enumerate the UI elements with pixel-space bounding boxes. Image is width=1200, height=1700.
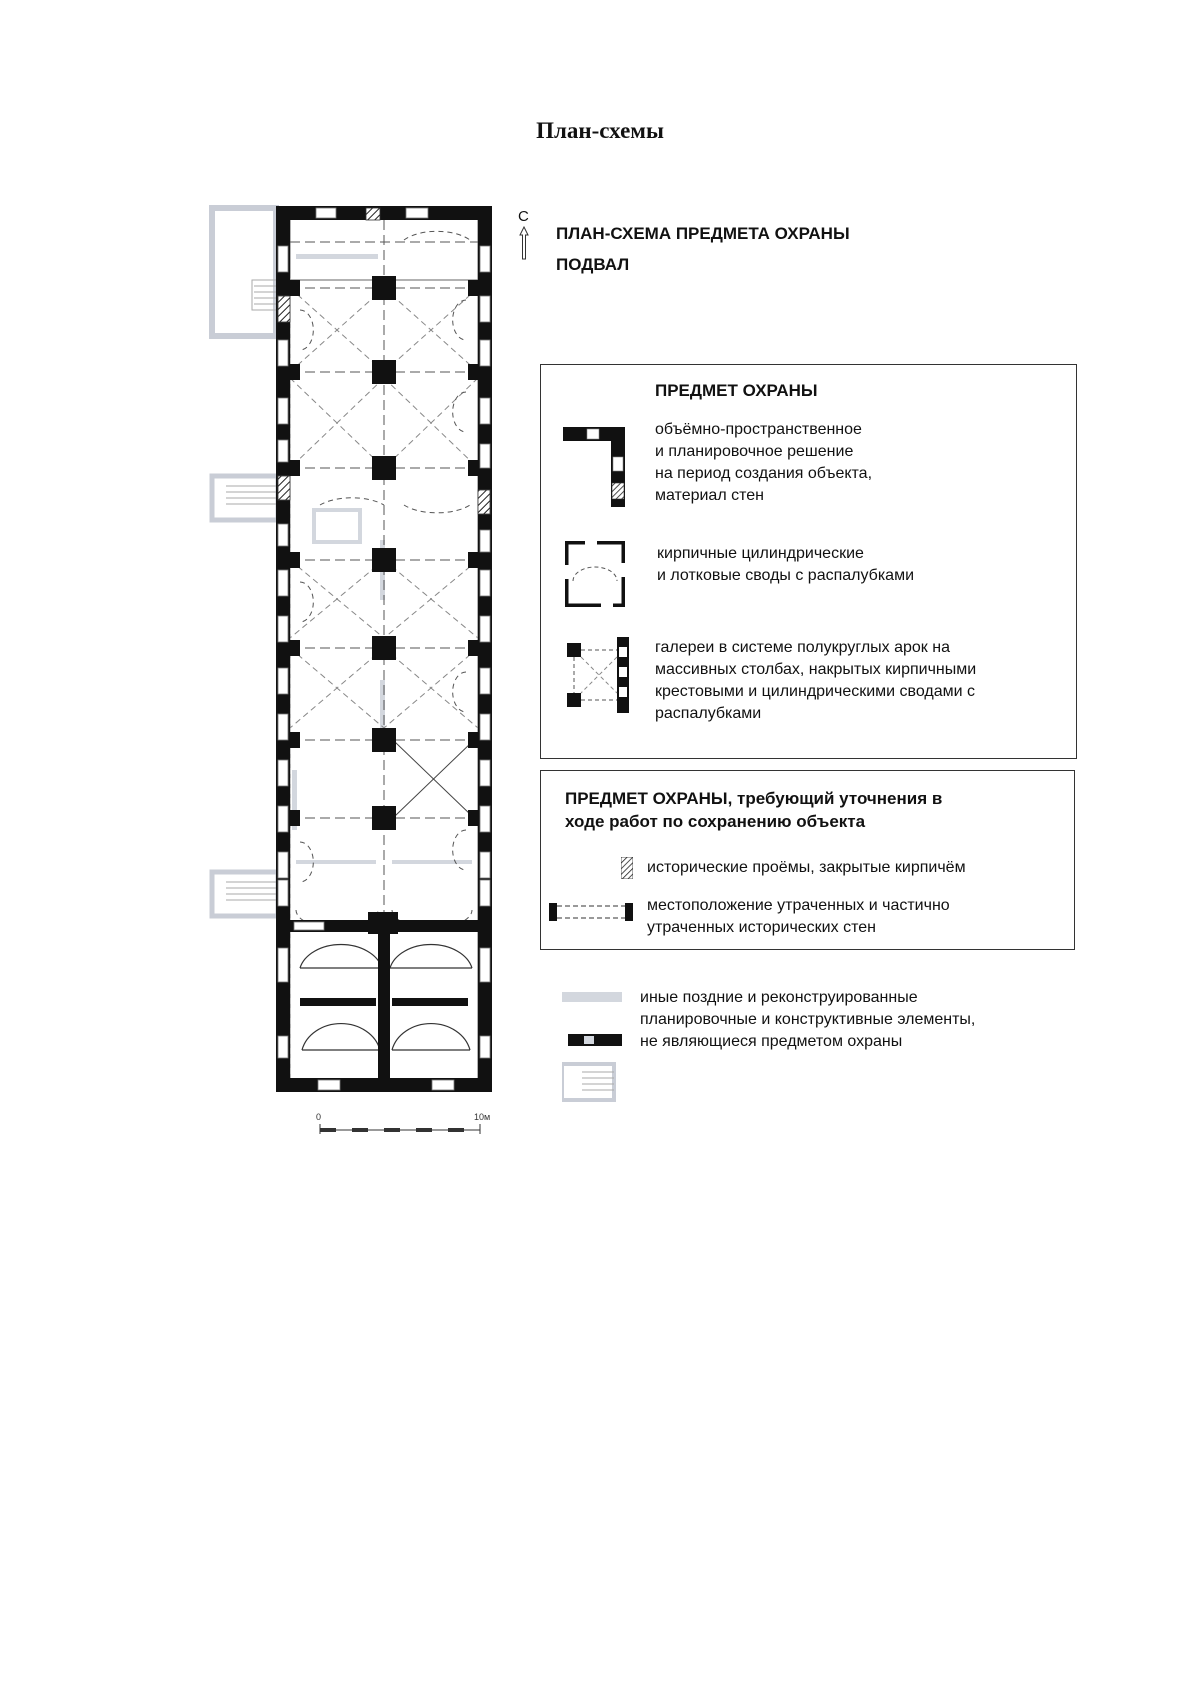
other-elements-symbols-icon xyxy=(562,992,626,1102)
legend-box-2-title: ПРЕДМЕТ ОХРАНЫ, требующий уточнения в ходе работ по сохранению объекта xyxy=(565,789,943,831)
north-arrow-icon xyxy=(518,226,530,260)
legend-item-vaults: кирпичные цилиндрические и лотковые своды с распалубками xyxy=(657,545,915,584)
central-piers xyxy=(368,276,398,934)
legend-item-other-elements: иные поздние и реконструированные планировочные и конструктивные элементы, не являющиеся предметом охраны xyxy=(640,989,976,1050)
late-annex-west-south xyxy=(212,872,278,916)
walls-symbol-icon xyxy=(563,427,625,507)
legend-item-lost-walls: местоположение утраченных и частично утраченных исторических стен xyxy=(647,897,950,936)
bricked-opening-symbol-icon xyxy=(621,857,633,879)
legend-box-protected xyxy=(540,364,1077,759)
legend-item-walls: объёмно-пространственное и планировочное решение на период создания объекта, материал стен xyxy=(655,421,873,504)
diagram-title xyxy=(556,218,850,280)
late-annex-west-middle xyxy=(212,476,278,520)
page-title: План-схемы xyxy=(536,118,664,143)
diagram-title-line-2: ПОДВАЛ xyxy=(556,255,630,274)
galleries-symbol-icon xyxy=(561,637,631,713)
scale-bar xyxy=(320,1124,480,1134)
lost-walls-symbol-icon xyxy=(549,901,633,923)
late-annex-north xyxy=(212,208,280,336)
scale-end-label: 10м xyxy=(474,1112,491,1122)
legend-box-1-title: ПРЕДМЕТ ОХРАНЫ xyxy=(655,381,818,400)
legend-box-clarification xyxy=(540,770,1075,950)
north-label: С xyxy=(518,208,529,225)
legend-item-bricked-openings: исторические проёмы, закрытые кирпичём xyxy=(647,859,966,876)
legend-item-galleries: галереи в системе полукруглых арок на массивных столбах, накрытых кирпичными крестовыми и цилиндрическими сводами с распалубками xyxy=(655,639,977,722)
scale-start-label: 0 xyxy=(316,1112,322,1122)
vault-diagonals-solid xyxy=(395,742,472,816)
vaults-symbol-icon xyxy=(565,541,625,607)
diagram-title-line-1: ПЛАН-СХЕМА ПРЕДМЕТА ОХРАНЫ xyxy=(556,224,850,243)
